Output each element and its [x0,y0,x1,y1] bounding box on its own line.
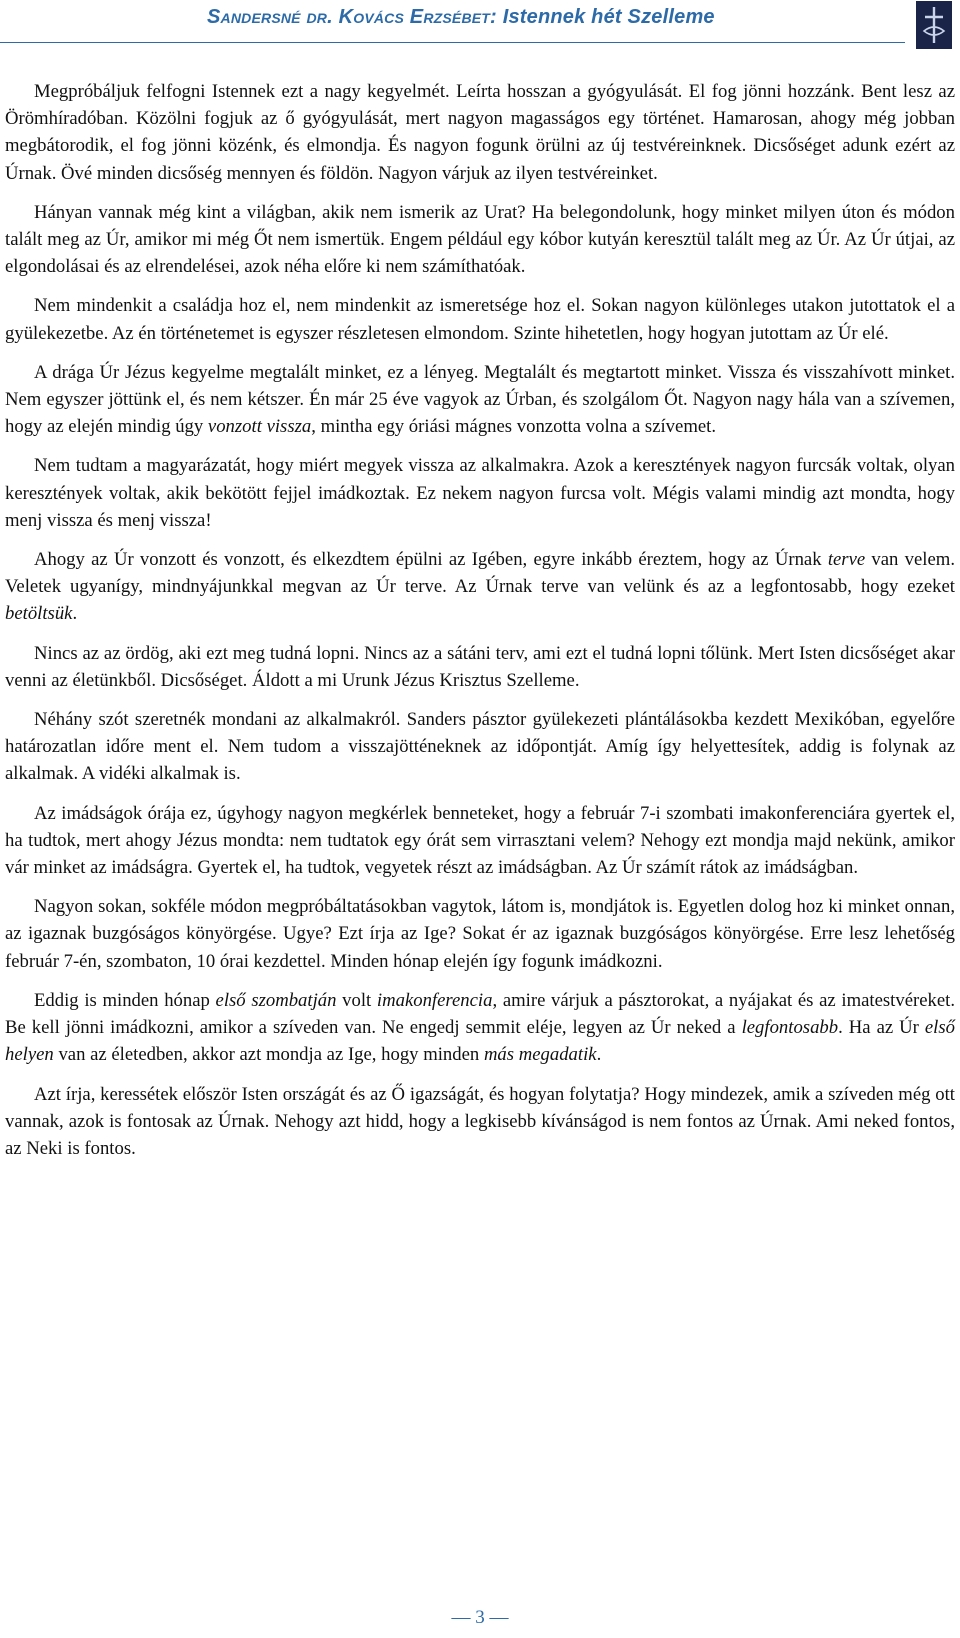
paragraph [5,292,955,346]
paragraph-text: Nem mindenkit a családja hoz el, nem mindenkit az ismeretsége hoz el. Sokan nagyon különleges utakon jutottatok el a gyülekezetbe. Az én történetemet is egyszer részletesen elmondom. Szinte hihetetlen, hogy hogyan jutottam az Úr elé. [5,295,955,344]
paragraph-text: , mintha egy óriási mágnes vonzotta volna a szívemet. [311,416,717,438]
paragraph-text: Megpróbáljuk felfogni Istennek ezt a nagy kegyelmét. Leírta hosszan a gyógyulását. El fog jönni hozzánk. Bent lesz az Örömhíradóban. Közölni fogjuk az ő gyógyulását, mert nagyon magasságos egy történet. Hamarosan, ahogy még jobban megbátorodik, el fog jönni közénk, és elmondja. És nagyon fogunk örülni az új testvéreinknek. Dicsőséget adunk ezért az Úrnak. Övé minden dicsőség mennyen és földön. Nagyon várjuk az ilyen testvéreinket. [5,81,955,184]
emphasized-text: más megadatik [483,1044,597,1066]
paragraph [5,1081,955,1163]
logo [916,1,952,49]
paragraph [5,546,955,628]
paragraph [5,893,955,975]
emphasized-text: terve [827,549,866,571]
paragraph [5,706,955,788]
paragraph-text: Néhány szót szeretnék mondani az alkalmakról. Sanders pásztor gyülekezeti plántálásokba kezdett Mexikóban, egyelőre határozatlan időre ment el. Nem tudom a visszajötténeknek az időpontját. Amíg így helyettesítek, addig is folynak az alkalmak. A vidéki alkalmak is. [5,709,955,785]
paragraph-text: Nincs az az ördög, aki ezt meg tudná lopni. Nincs az a sátáni terv, ami ezt el tudná lopni tőlünk. Mert Isten dicsőséget akar venni az életünkből. Dicsőséget. Áldott a mi Urunk Jézus Krisztus Szelleme. [5,642,955,691]
paragraph-text: . Ha az Úr [838,1017,925,1039]
paragraph [5,199,955,281]
paragraph [5,78,955,187]
paragraph-text: A drága Úr Jézus kegyelme megtalált minket, ez a lényeg. Megtalált és megtartott minket. Vissza és visszahívott minket. Nem egyszer jöttünk el, és nem kétszer. Én már 25 éve vagyok az Úrban, és szolgálom Őt. Nagyon nagy hála van a szívemen, hogy az elején mindig úgy [5,361,955,438]
page-number: — 3 — [451,1607,509,1628]
paragraph-text: Nagyon sokan, sokféle módon megpróbáltatásokban vagytok, látom is, mondjátok is. Egyetlen dolog hoz ki minket onnan, az igaznak buzgóságos könyörgése. Ugye? Ezt írja az Ige? Sokat ér az igaznak buzgóságos könyörgése. Erre lesz lehetőség február 7-én, szombaton, 10 órai kezdettel. Minden hónap elején így fogunk imádkozni. [5,896,955,972]
document-body [5,78,955,1174]
paragraph-text: , amire várjuk a pásztorokat, a nyájakat és az imatestvéreket. Be kell jönni imádkozni, amikor a szíveden van. Ne engedj semmit eléje, legyen az Úr neked a [5,989,956,1039]
header-book-title: Istennek hét Szelleme [502,6,715,28]
paragraph-text: van az életedben, akkor azt mondja az Ige, hogy minden [53,1044,484,1066]
paragraph-text: van velem. Veletek ugyanígy, mindnyájunkkal megvan az Úr terve. Az Úrnak terve van velünk és az a legfontosabb, hogy ezeket [5,549,955,598]
header-author: Sandersné dr. Kovács Erzsébet: [207,6,497,28]
paragraph-text: volt [336,989,377,1011]
header-rule [0,42,905,43]
emphasized-text: első szombatján [215,989,337,1011]
paragraph [5,452,955,534]
paragraph-text: Nem tudtam a magyarázatát, hogy miért megyek vissza az alkalmakra. Azok a keresztények nagyon furcsák voltak, olyan keresztények voltak, akik bekötött fejjel imádkoztak. Ez nekem nagyon furcsa volt. Mégis valami mindig azt mondta, hogy menj vissza és menj vissza! [5,455,955,531]
paragraph-text: . [72,603,78,625]
emphasized-text: legfontosabb [741,1017,839,1039]
emphasized-text: vonzott vissza [207,416,312,438]
paragraph [5,800,955,882]
paragraph-text: . [596,1044,602,1066]
paragraph [5,640,955,694]
paragraph-text: Ahogy az Úr vonzott és vonzott, és elkezdtem épülni az Igében, egyre inkább éreztem, hogy az Úrnak [34,549,828,571]
page-header [0,0,960,40]
paragraph-text: Hányan vannak még kint a világban, akik nem ismerik az Urat? Ha belegondolunk, hogy minket milyen úton és módon talált meg az Úr, amikor mi még Őt nem ismertük. Engem például egy kóbor kutyán keresztül talált meg az Úr. Az Úr útjai, az elgondolásai és az elrendelései, azok néha előre ki nem számíthatóak. [5,201,955,278]
emphasized-text: betöltsük [5,603,73,625]
paragraph-text: Azt írja, keressétek először Isten országát és az Ő igazságát, és hogyan folytatja? Hogy mindezek, amik a szíveden még ott vannak, azok is fontosak az Úrnak. Nehogy azt hidd, hogy a legkisebb kívánságod is nem fontos az Úrnak. Ami neked fontos, az Neki is fontos. [5,1083,955,1159]
paragraph-text: Eddig is minden hónap [34,989,216,1011]
paragraph-text: Az imádságok órája ez, úgyhogy nagyon megkérlek benneteket, hogy a február 7-i szombati imakonferenciára gyertek el, ha tudtok, mert ahogy Jézus mondta: nem tudtatok egy órát sem virrasztani velem? Nehogy ezt mondja majd nekünk, amikor vár minket az imádságra. Gyertek el, ha tudtok, vegyetek részt az imádságban. Az Úr számít rátok az imádságban. [5,802,955,879]
paragraph [5,359,955,441]
emphasized-text: első helyen [5,1017,955,1066]
logo-emblem-icon [916,1,952,49]
paragraph [5,987,955,1069]
header-title [207,6,715,29]
emphasized-text: imakonferencia [376,989,493,1011]
